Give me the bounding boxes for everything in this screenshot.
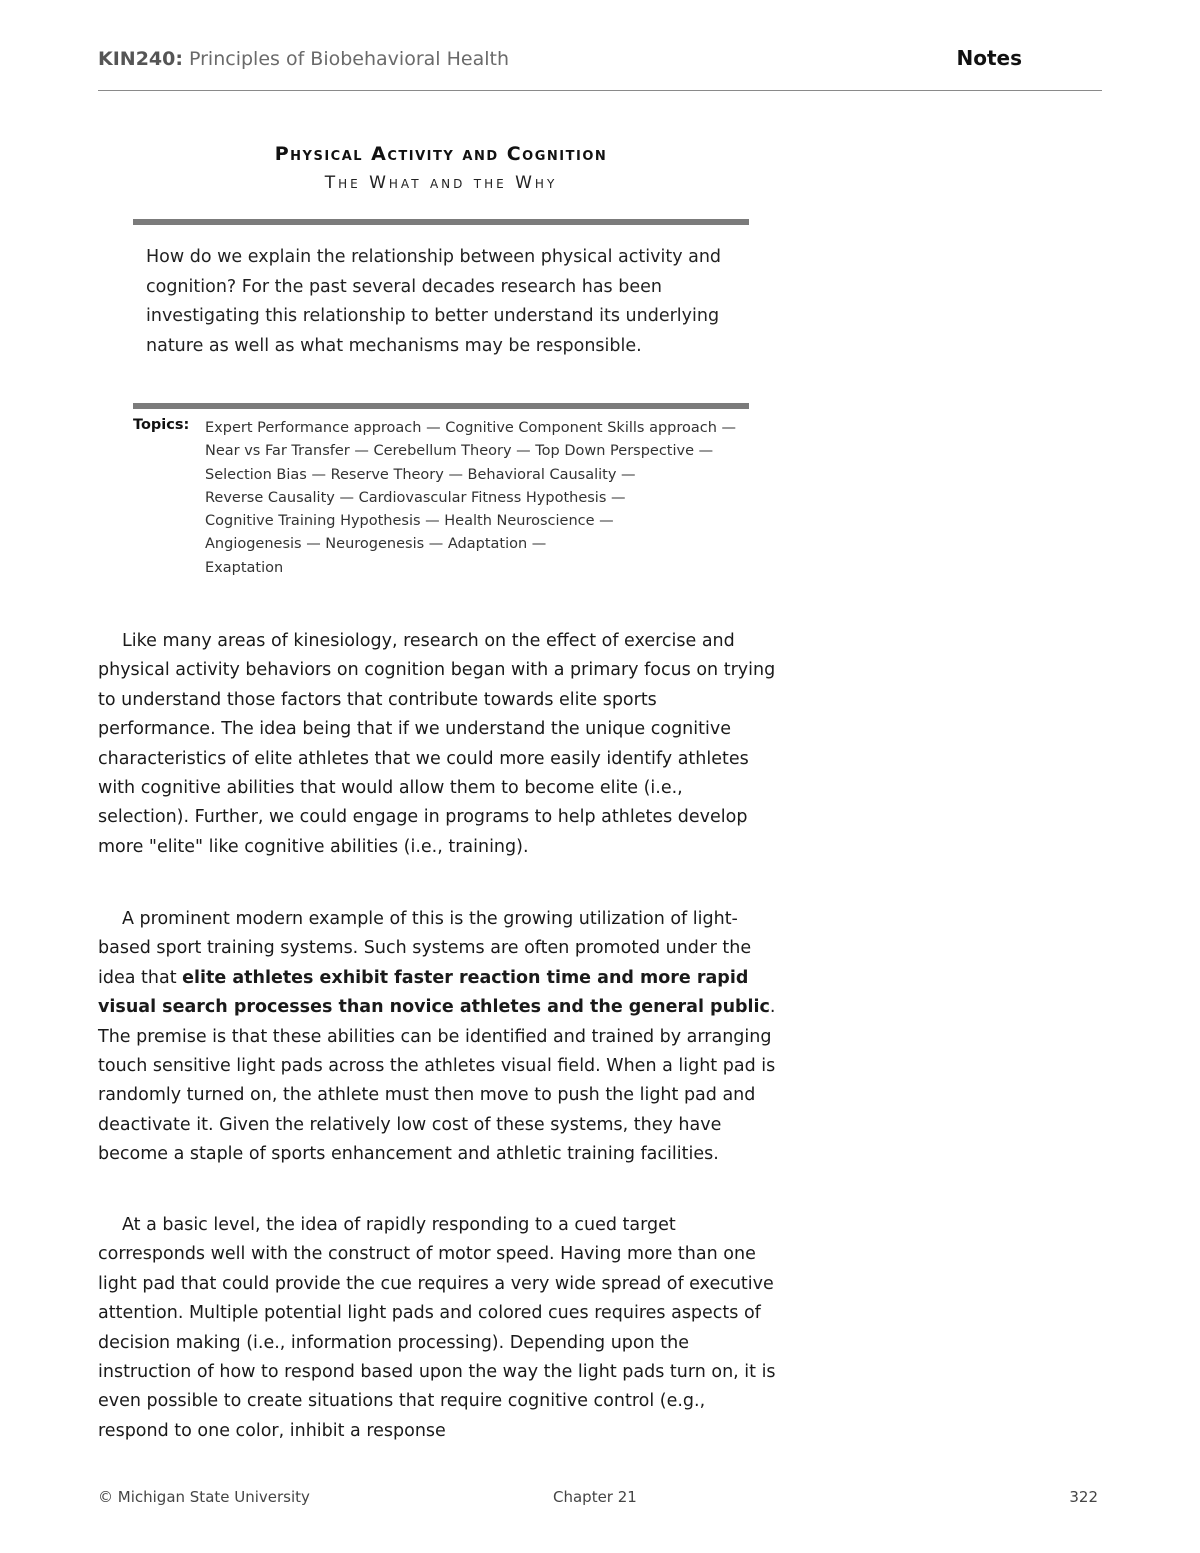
paragraph-text: Like many areas of kinesiology, research on the effect of exercise and physical activity behaviors on cognition began with a primary focus on trying to understand those factors that contribute towards elite sports performance. The idea being that if we understand the unique cognitive characteristics of elite athletes that we could more easily identify athletes with cognitive abilities that would allow them to become elite (i.e., selection). Further, we could engage in programs to help athletes develop more "elite" like cognitive abilities (i.e., training). (98, 631, 776, 857)
chapter-title: Physical Activity and Cognition (274, 143, 608, 165)
page-header (98, 44, 1102, 91)
topics-line: Selection Bias — Reserve Theory — Behavioral Causality — (205, 466, 636, 483)
topics-line: Cognitive Training Hypothesis — Health Neuroscience — (205, 513, 614, 530)
footer-chapter: Chapter 21 (553, 1488, 637, 1506)
body-paragraph-1 (98, 627, 778, 862)
topics-line: Expert Performance approach — Cognitive Component Skills approach — (205, 420, 737, 436)
intro-bottom-rule (133, 403, 749, 409)
footer-page-number: 322 (1069, 1488, 1098, 1506)
header-course (98, 48, 509, 70)
topics-line: Exaptation (205, 559, 284, 576)
paragraph-emphasis: elite athletes exhibit faster reaction time and more rapid visual search processes than novice athletes and the general public (98, 967, 770, 1018)
header-section: Notes (956, 46, 1022, 70)
chapter-title-block (133, 143, 749, 193)
paragraph-text (98, 905, 778, 1170)
page-footer (98, 1488, 1098, 1512)
intro-text: How do we explain the relationship between physical activity and cognition? For the past several decades research has been investigating this relationship to better understand its underlying nature as well as what mechanisms may be responsible. (146, 247, 722, 356)
body-paragraph-3 (98, 1211, 778, 1446)
footer-copyright: © Michigan State University (98, 1488, 310, 1506)
topics-items (205, 417, 785, 580)
topics-label: Topics: (133, 417, 190, 433)
paragraph-start: A prominent modern example of this is the growing utilization of light-based sport training systems. Such systems are often promoted under the idea that (98, 909, 752, 988)
paragraph-end: . The premise is that these abilities can be identified and trained by arranging touch sensitive light pads across the athletes visual field. When a light pad is randomly turned on, the athlete must then move to push the light pad and deactivate it. Given the relatively low cost of these systems, they have become a staple of sports enhancement and athletic training facilities. (98, 997, 776, 1165)
topics-line: Near vs Far Transfer — Cerebellum Theory — Top Down Perspective — (205, 443, 714, 460)
body-paragraph-2 (98, 905, 778, 1170)
chapter-subtitle: The What and the Why (324, 173, 558, 193)
paragraph-text: At a basic level, the idea of rapidly responding to a cued target corresponds well with the construct of motor speed. Having more than one light pad that could provide the cue requires a very wide spread of executive attention. Multiple potential light pads and colored cues requires aspects of decision making (i.e., information processing). Depending upon the instruction of how to respond based upon the way the light pads turn on, it is even possible to create situations that require cognitive control (e.g., respond to one color, inhibit a response (98, 1215, 776, 1441)
course-title: Principles of Biobehavioral Health (189, 48, 509, 70)
course-code: KIN240: (98, 48, 183, 70)
topics-line: Angiogenesis — Neurogenesis — Adaptation — (205, 536, 547, 553)
intro-top-rule (133, 219, 749, 225)
topics-line: Reverse Causality — Cardiovascular Fitness Hypothesis — (205, 489, 626, 506)
